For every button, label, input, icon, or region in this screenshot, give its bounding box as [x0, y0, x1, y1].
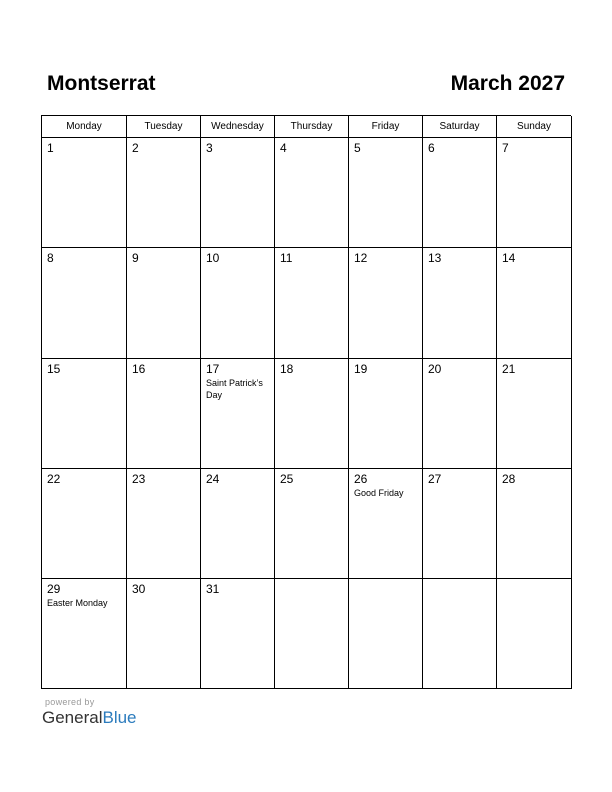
day-cell [127, 138, 201, 248]
day-cell [497, 579, 572, 689]
calendar-grid [41, 115, 571, 689]
holiday-label: Easter Monday [47, 598, 108, 609]
day-cell [42, 138, 127, 248]
day-cell [127, 469, 201, 579]
brand-general: General [42, 708, 103, 727]
powered-by-label: powered by [45, 697, 95, 707]
brand-logo [42, 708, 137, 728]
day-number: 15 [47, 361, 61, 376]
weekday-header: Monday [42, 116, 127, 138]
day-cell [497, 248, 572, 358]
month-title: March 2027 [450, 72, 565, 95]
day-cell [201, 579, 275, 689]
day-cell [349, 248, 423, 358]
day-cell [201, 359, 275, 469]
day-cell [42, 248, 127, 358]
day-number: 23 [132, 471, 146, 486]
days-grid [42, 138, 571, 689]
day-number: 26 [354, 471, 368, 486]
day-number: 22 [47, 471, 61, 486]
day-number: 21 [502, 361, 516, 376]
day-number: 7 [502, 141, 509, 155]
day-number: 25 [280, 471, 294, 486]
day-cell [497, 359, 572, 469]
day-cell [275, 359, 349, 469]
day-number: 20 [428, 361, 442, 376]
weekday-header: Tuesday [127, 116, 201, 138]
day-number: 31 [206, 582, 220, 597]
day-cell [497, 469, 572, 579]
weekday-header: Wednesday [201, 116, 275, 138]
day-cell [275, 469, 349, 579]
day-cell [423, 248, 497, 358]
day-number: 6 [428, 141, 435, 155]
day-cell [349, 469, 423, 579]
holiday-label: Good Friday [354, 487, 404, 498]
day-number: 1 [47, 141, 54, 155]
day-number: 30 [132, 582, 146, 597]
day-cell [275, 579, 349, 689]
day-cell [423, 579, 497, 689]
day-number: 8 [47, 251, 54, 266]
day-cell [349, 579, 423, 689]
day-cell [497, 138, 572, 248]
day-cell [201, 469, 275, 579]
day-cell [423, 138, 497, 248]
day-cell [127, 248, 201, 358]
day-cell [42, 359, 127, 469]
weekday-header-row [42, 116, 571, 138]
weekday-header: Sunday [497, 116, 572, 138]
day-cell [423, 469, 497, 579]
day-number: 3 [206, 141, 213, 155]
day-number: 9 [132, 251, 139, 266]
weekday-header: Friday [349, 116, 423, 138]
day-cell [127, 579, 201, 689]
day-number: 5 [354, 141, 361, 155]
day-number: 4 [280, 141, 287, 155]
country-title: Montserrat [47, 72, 156, 95]
brand-blue: Blue [102, 708, 137, 727]
day-number: 14 [502, 251, 516, 266]
holiday-label: Saint Patrick’s Day [206, 377, 263, 400]
day-cell [275, 138, 349, 248]
day-number: 24 [206, 471, 220, 486]
day-number: 11 [280, 251, 293, 266]
day-number: 13 [428, 251, 442, 266]
day-number: 27 [428, 471, 442, 486]
weekday-header: Saturday [423, 116, 497, 138]
day-cell [349, 359, 423, 469]
day-cell [42, 579, 127, 689]
day-cell [349, 138, 423, 248]
day-number: 29 [47, 582, 61, 597]
day-number: 28 [502, 471, 516, 486]
day-cell [42, 469, 127, 579]
day-cell [201, 248, 275, 358]
day-number: 17 [206, 361, 220, 376]
day-number: 18 [280, 361, 294, 376]
day-number: 19 [354, 361, 368, 376]
day-number: 16 [132, 361, 146, 376]
day-cell [275, 248, 349, 358]
day-number: 2 [132, 141, 139, 155]
day-cell [201, 138, 275, 248]
weekday-header: Thursday [275, 116, 349, 138]
day-cell [127, 359, 201, 469]
day-number: 12 [354, 251, 368, 266]
day-number: 10 [206, 251, 220, 266]
day-cell [423, 359, 497, 469]
